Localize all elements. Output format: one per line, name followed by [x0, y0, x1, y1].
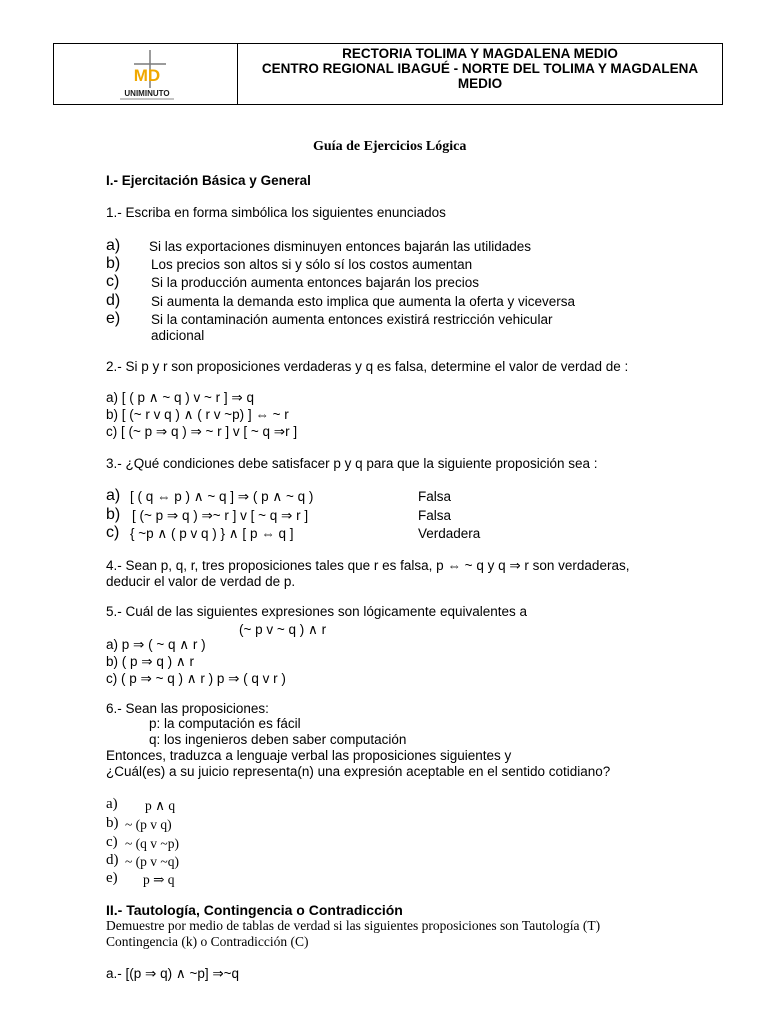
q2-item-b: b) [ (~ r v q ) ∧ ( r v ~p) ] ⇔ ~ r: [106, 407, 289, 422]
q5-item-c: c) ( p ⇒ ~ q ) ∧ r ) p ⇒ ( q v r ): [106, 671, 286, 686]
q6-item-d-label: d): [106, 852, 119, 868]
q1-item-c: Si la producción aumenta entonces bajarán los precios: [151, 275, 479, 290]
svg-text:UNIMINUTO: UNIMINUTO: [124, 89, 170, 98]
q3-item-b-value: Falsa: [418, 508, 452, 523]
q2-item-c: c) [ (~ p ⇒ q ) ⇒ ~ r ] v [ ~ q ⇒r ]: [106, 424, 298, 439]
q6-item-e-label: e): [106, 870, 118, 886]
header-line-3: MEDIO: [457, 76, 503, 91]
question-1: 1.- Escriba en forma simbólica los siguientes enunciados: [106, 205, 446, 220]
q6-p-definition: p: la computación es fácil: [149, 716, 301, 731]
question-4-line-2: deducir el valor de verdad de p.: [106, 574, 296, 589]
q6-item-b-label: b): [106, 815, 119, 831]
q1-item-a: Si las exportaciones disminuyen entonces bajarán las utilidades: [149, 239, 531, 254]
section-2-title: II.- Tautología, Contingencia o Contradicción: [106, 902, 403, 918]
q3-item-a-label: a): [106, 487, 121, 504]
q6-instruction-line-1: Entonces, traduzca a lenguaje verbal las proposiciones siguientes y: [106, 748, 512, 763]
section-2-line-2: Contingencia (k) o Contradicción (C): [106, 934, 309, 949]
q3-item-b-label: b): [106, 506, 121, 523]
section-2-line-1: Demuestre por medio de tablas de verdad si las siguientes proposiciones son Tautología (T): [106, 918, 601, 933]
header-line-1: RECTORIA TOLIMA Y MAGDALENA MEDIO: [342, 46, 618, 61]
q6-instruction-line-2: ¿Cuál(es) a su juicio representa(n) una expresión aceptable en el sentido cotidiano?: [106, 764, 611, 779]
document-title: Guía de Ejercicios Lógica: [313, 139, 467, 154]
svg-text:MD: MD: [133, 66, 161, 85]
q3-item-a-value: Falsa: [418, 489, 452, 504]
question-3: 3.- ¿Qué condiciones debe satisfacer p y q para que la siguiente proposición sea :: [106, 456, 598, 471]
section-2-item-a: a.- [(p ⇒ q) ∧ ~p] ⇒~q: [106, 966, 240, 981]
q1-item-e-continued: adicional: [151, 328, 205, 343]
q6-item-a-label: a): [106, 796, 118, 812]
q5-item-b: b) ( p ⇒ q ) ∧ r: [106, 654, 194, 669]
q3-item-b-expr: [ (~ p ⇒ q ) ⇒~ r ] v [ ~ q ⇒ r ]: [132, 508, 309, 523]
q1-item-a-label: a): [106, 237, 121, 254]
question-6: 6.- Sean las proposiciones:: [106, 701, 269, 716]
question-4-line-1: 4.- Sean p, q, r, tres proposiciones tales que r es falsa, p ⇔ ~ q y q ⇒ r son verdaderas,: [106, 558, 630, 573]
q5-expression: (~ p v ~ q ) ∧ r: [239, 622, 327, 637]
uniminuto-logo: [112, 48, 182, 102]
header-line-2: CENTRO REGIONAL IBAGUÉ - NORTE DEL TOLIMA Y MAGDALENA: [261, 61, 699, 76]
q1-item-c-label: c): [106, 273, 120, 290]
question-5: 5.- Cuál de las siguientes expresiones son lógicamente equivalentes a: [106, 604, 528, 619]
q6-item-d-expr: ~ (p v ~q): [125, 854, 179, 869]
q3-item-c-expr: { ~p ∧ ( p v q ) } ∧ [ p ⇔ q ]: [130, 526, 294, 541]
q3-item-c-label: c): [106, 524, 120, 541]
q6-q-definition: q: los ingenieros deben saber computación: [149, 732, 407, 747]
q6-item-b-expr: ~ (p v q): [125, 817, 172, 832]
q3-item-a-expr: [ ( q ⇔ p ) ∧ ~ q ] ⇒ ( p ∧ ~ q ): [130, 489, 314, 504]
header-titles: [238, 44, 722, 91]
section-1-title: I.- Ejercitación Básica y General: [106, 173, 311, 188]
q2-item-a: a) [ ( p ∧ ~ q ) v ~ r ] ⇒ q: [106, 390, 254, 405]
q5-item-a: a) p ⇒ ( ~ q ∧ r ): [106, 637, 206, 652]
q6-item-c-expr: ~ (q v ~p): [125, 836, 179, 851]
q6-item-a-expr: p ∧ q: [145, 798, 176, 813]
q1-item-d-label: d): [106, 292, 121, 309]
q1-item-e: Si la contaminación aumenta entonces existirá restricción vehicular: [151, 312, 553, 327]
document-header: [53, 43, 723, 105]
q6-item-e-expr: p ⇒ q: [143, 872, 175, 887]
q1-item-b-label: b): [106, 255, 121, 272]
q6-item-c-label: c): [106, 834, 118, 850]
q3-item-c-value: Verdadera: [418, 526, 481, 541]
q1-item-e-label: e): [106, 310, 121, 327]
q1-item-b: Los precios son altos si y sólo sí los costos aumentan: [151, 257, 473, 272]
question-2: 2.- Si p y r son proposiciones verdaderas y q es falsa, determine el valor de verdad de :: [106, 359, 629, 374]
q1-item-d: Si aumenta la demanda esto implica que aumenta la oferta y viceversa: [151, 294, 575, 309]
